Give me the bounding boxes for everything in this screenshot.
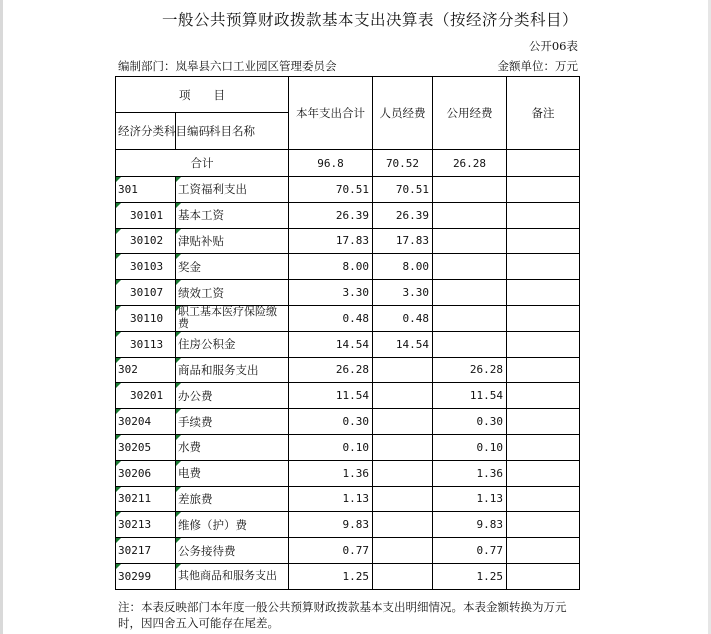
row-total: 17.83: [289, 228, 373, 254]
row-name: 绩效工资: [176, 280, 289, 306]
row-remarks: [507, 177, 580, 203]
row-public: 0.30: [433, 409, 507, 435]
row-remarks: [507, 331, 580, 357]
table-row: [116, 254, 580, 280]
row-personnel: 0.48: [373, 305, 433, 331]
row-name: 其他商品和服务支出: [176, 563, 289, 589]
row-code: 30103: [116, 254, 176, 280]
row-public: [433, 254, 507, 280]
row-code: 30113: [116, 331, 176, 357]
row-remarks: [507, 460, 580, 486]
sum-label: 合计: [116, 150, 289, 177]
row-personnel: [373, 538, 433, 564]
row-public: [433, 305, 507, 331]
document-title: 一般公共预算财政拨款基本支出决算表（按经济分类科目）: [161, 11, 578, 29]
row-remarks: [507, 486, 580, 512]
row-remarks: [507, 228, 580, 254]
row-personnel: [373, 512, 433, 538]
row-code: 30201: [116, 383, 176, 409]
row-total: 26.28: [289, 357, 373, 383]
row-name: 工资福利支出: [176, 177, 289, 203]
header-public: 公用经费: [433, 77, 507, 150]
sum-total: 96.8: [289, 150, 373, 177]
table-row: [116, 538, 580, 564]
row-total: 8.00: [289, 254, 373, 280]
table-row: [116, 202, 580, 228]
row-total: 11.54: [289, 383, 373, 409]
row-code: 30205: [116, 434, 176, 460]
row-name: 手续费: [176, 409, 289, 435]
row-remarks: [507, 409, 580, 435]
row-remarks: [507, 512, 580, 538]
row-total: 1.36: [289, 460, 373, 486]
row-public: 11.54: [433, 383, 507, 409]
table-row: [116, 512, 580, 538]
header-remarks: 备注: [507, 77, 580, 150]
row-total: 3.30: [289, 280, 373, 306]
row-name: 基本工资: [176, 202, 289, 228]
table-row: [116, 383, 580, 409]
row-public: [433, 331, 507, 357]
row-remarks: [507, 538, 580, 564]
row-public: 9.83: [433, 512, 507, 538]
row-total: 0.30: [289, 409, 373, 435]
row-name: 维修（护）费: [176, 512, 289, 538]
row-remarks: [507, 357, 580, 383]
table-row: [116, 280, 580, 306]
row-name: 奖金: [176, 254, 289, 280]
row-code: 30107: [116, 280, 176, 306]
row-total: 9.83: [289, 512, 373, 538]
table-row: [116, 228, 580, 254]
row-public: [433, 280, 507, 306]
header-total: 本年支出合计: [289, 77, 373, 150]
row-name: 办公费: [176, 383, 289, 409]
table-row: [116, 460, 580, 486]
row-name: 职工基本医疗保险缴费: [176, 305, 289, 331]
row-remarks: [507, 202, 580, 228]
row-personnel: [373, 486, 433, 512]
row-code: 30102: [116, 228, 176, 254]
row-total: 26.39: [289, 202, 373, 228]
row-remarks: [507, 434, 580, 460]
row-personnel: 8.00: [373, 254, 433, 280]
row-total: 1.25: [289, 563, 373, 589]
row-code: 30101: [116, 202, 176, 228]
row-personnel: 26.39: [373, 202, 433, 228]
row-remarks: [507, 563, 580, 589]
row-name: 住房公积金: [176, 331, 289, 357]
table-row: [116, 305, 580, 331]
row-public: 0.77: [433, 538, 507, 564]
row-code: 30299: [116, 563, 176, 589]
row-name: 津贴补贴: [176, 228, 289, 254]
unit-label: 金额单位：万元: [497, 59, 578, 73]
row-total: 0.77: [289, 538, 373, 564]
row-total: 1.13: [289, 486, 373, 512]
row-code: 30217: [116, 538, 176, 564]
header-name: 科目名称: [176, 113, 289, 150]
row-public: [433, 202, 507, 228]
row-public: 26.28: [433, 357, 507, 383]
row-remarks: [507, 280, 580, 306]
row-remarks: [507, 383, 580, 409]
row-personnel: [373, 563, 433, 589]
row-name: 电费: [176, 460, 289, 486]
row-code: 30206: [116, 460, 176, 486]
row-remarks: [507, 254, 580, 280]
row-public: 1.25: [433, 563, 507, 589]
table-row: [116, 409, 580, 435]
table-row: [116, 177, 580, 203]
row-code: 302: [116, 357, 176, 383]
row-personnel: [373, 383, 433, 409]
row-public: [433, 228, 507, 254]
header-project: 项 目: [116, 77, 289, 113]
sum-public: 26.28: [433, 150, 507, 177]
table-row: [116, 331, 580, 357]
row-total: 0.10: [289, 434, 373, 460]
row-public: 1.13: [433, 486, 507, 512]
row-name: 商品和服务支出: [176, 357, 289, 383]
row-remarks: [507, 305, 580, 331]
row-public: 1.36: [433, 460, 507, 486]
row-name: 公务接待费: [176, 538, 289, 564]
row-personnel: 17.83: [373, 228, 433, 254]
row-code: 30211: [116, 486, 176, 512]
form-number: 公开06表: [528, 39, 578, 53]
row-name: 水费: [176, 434, 289, 460]
footnote: 注：本表反映部门本年度一般公共预算财政拨款基本支出明细情况。本表金额转换为万元时，因四舍五入可能存在尾差。: [118, 600, 567, 630]
table-row: [116, 434, 580, 460]
row-code: 30110: [116, 305, 176, 331]
table-row: [116, 563, 580, 589]
header-code: 经济分类科目编码: [116, 113, 176, 150]
row-personnel: [373, 357, 433, 383]
row-name: 差旅费: [176, 486, 289, 512]
row-total: 70.51: [289, 177, 373, 203]
row-public: [433, 177, 507, 203]
row-personnel: 3.30: [373, 280, 433, 306]
row-personnel: [373, 460, 433, 486]
row-personnel: 70.51: [373, 177, 433, 203]
sum-personnel: 70.52: [373, 150, 433, 177]
row-public: 0.10: [433, 434, 507, 460]
row-code: 301: [116, 177, 176, 203]
expenditure-table: [115, 76, 580, 590]
sum-row: [116, 150, 580, 177]
row-total: 0.48: [289, 305, 373, 331]
row-code: 30213: [116, 512, 176, 538]
header-row-top: [116, 77, 580, 113]
department-label: 编制部门：岚皋县六口工业园区管理委员会: [118, 59, 337, 73]
row-total: 14.54: [289, 331, 373, 357]
header-personnel: 人员经费: [373, 77, 433, 150]
row-personnel: [373, 434, 433, 460]
sum-remarks: [507, 150, 580, 177]
row-personnel: [373, 409, 433, 435]
table-row: [116, 486, 580, 512]
row-code: 30204: [116, 409, 176, 435]
row-personnel: 14.54: [373, 331, 433, 357]
page-edge-left: [0, 0, 3, 634]
table-row: [116, 357, 580, 383]
